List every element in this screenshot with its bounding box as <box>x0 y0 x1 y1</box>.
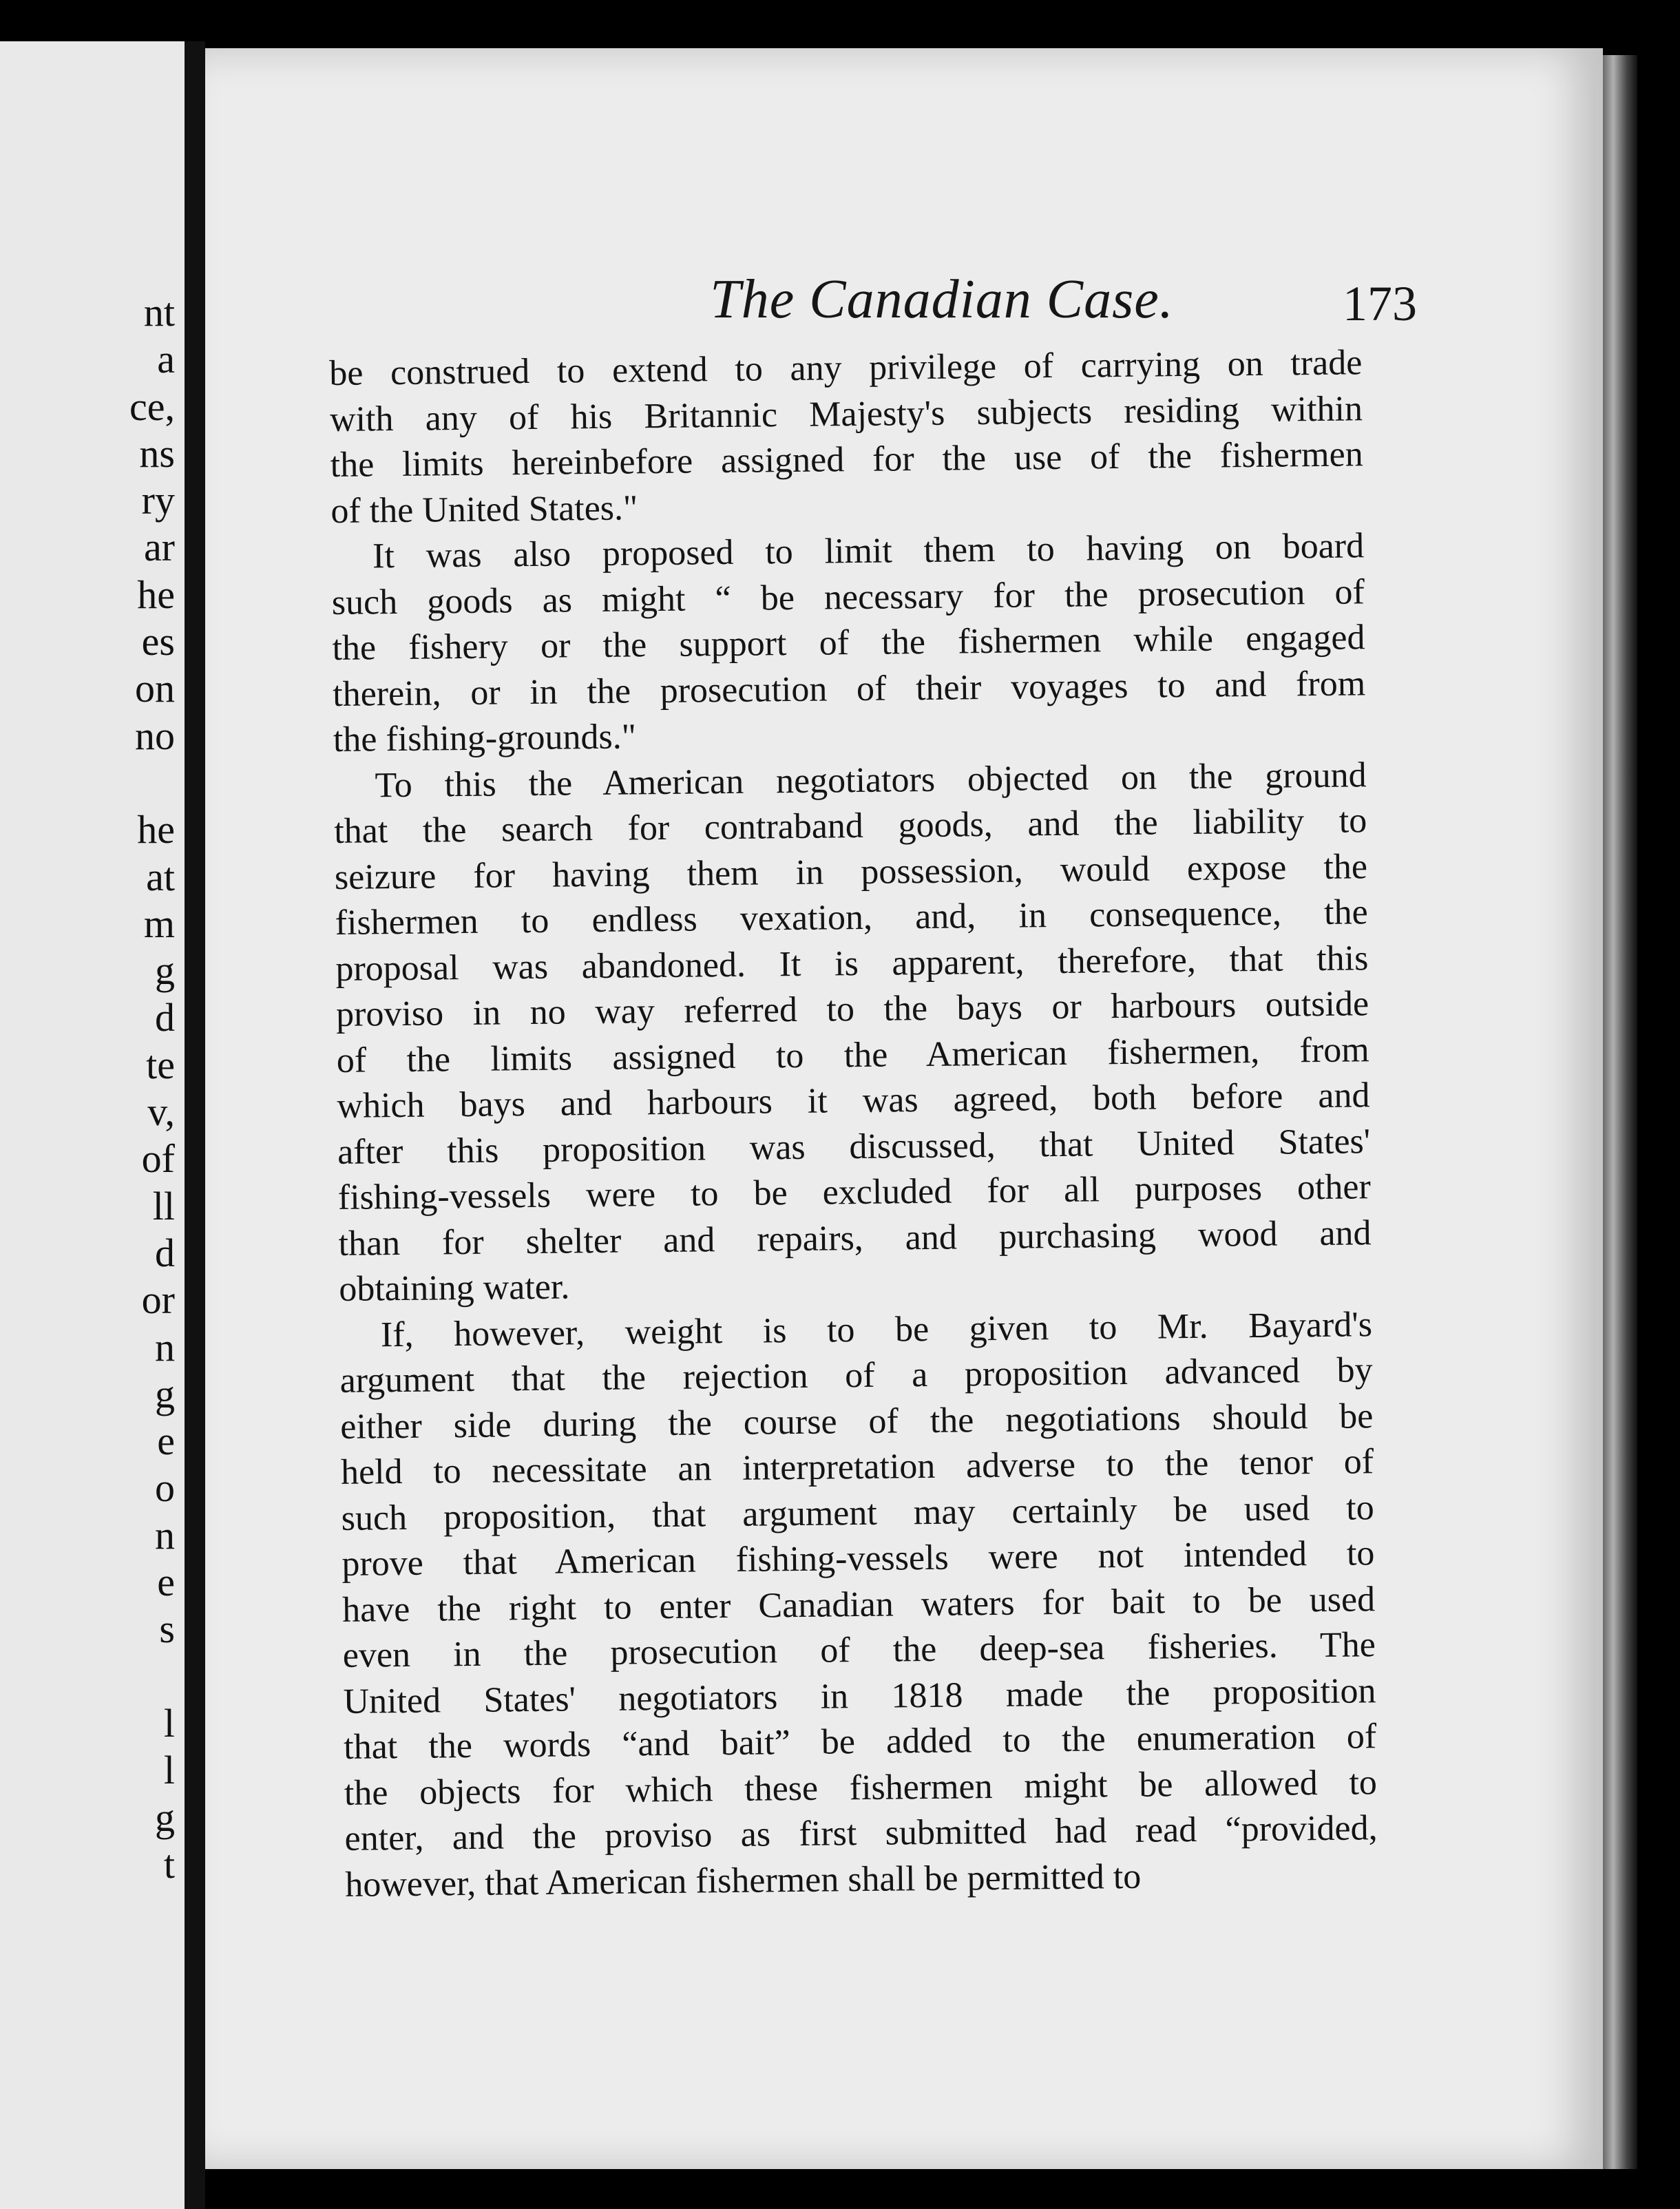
text-line: It was also proposed to limit them to having on board <box>372 526 1365 576</box>
text-line: If, however, weight is to be given to Mr. Bayard's <box>380 1304 1373 1354</box>
page-edge <box>1603 55 1637 2169</box>
facing-page-fragment: g <box>155 948 175 994</box>
text-line: held to necessitate an interpretation adverse to the tenor of <box>340 1442 1374 1492</box>
book-gutter <box>185 41 205 2209</box>
facing-page-fragment: t <box>163 1841 175 1887</box>
text-line: therein, or in the prosecution of their voyages to and from <box>332 663 1366 714</box>
facing-page-fragment: e <box>157 1418 175 1464</box>
page-header <box>205 255 1603 331</box>
facing-page-text-fragments <box>127 289 175 1888</box>
text-line: of the limits assigned to the American fishermen, from <box>336 1029 1370 1080</box>
facing-page-fragment: l <box>163 1700 175 1746</box>
facing-page-fragment: ns <box>139 430 175 476</box>
text-line: have the right to enter Canadian waters for bait to be used <box>342 1579 1376 1630</box>
facing-page <box>0 41 189 2209</box>
facing-page-fragment: es <box>141 619 175 664</box>
text-line: either side during the course of the negotiations should be <box>340 1396 1374 1447</box>
facing-page-fragment: e <box>157 1560 175 1605</box>
facing-page-fragment: ce, <box>129 384 175 429</box>
text-line: fishermen to endless vexation, and, in consequence, the <box>335 892 1368 943</box>
facing-page-fragment: no <box>135 713 175 758</box>
paragraph-1 <box>329 340 1364 534</box>
text-line: obtaining water. <box>338 1267 570 1309</box>
facing-page-fragment: n <box>155 1324 175 1370</box>
body-text <box>329 340 1378 1908</box>
facing-page-fragment: or <box>141 1277 175 1323</box>
text-line: after this proposition was discussed, that United States' <box>337 1121 1371 1172</box>
text-line: however, that American fishermen shall be permitted to <box>345 1856 1142 1905</box>
text-line: which bays and harbours it was agreed, both before and <box>337 1076 1370 1126</box>
text-line: United States' negotiators in 1818 made the proposition <box>343 1671 1376 1721</box>
text-line: of the United States." <box>330 488 638 531</box>
text-line: the limits hereinbefore assigned for the use of the fishermen <box>330 435 1363 485</box>
text-line: than for shelter and repairs, and purchasing wood and <box>338 1213 1372 1264</box>
facing-page-fragment: ll <box>152 1183 175 1228</box>
facing-page-fragment: o <box>155 1465 175 1511</box>
facing-page-fragment: v, <box>147 1089 175 1135</box>
running-title: The Canadian Case. <box>710 269 1174 330</box>
facing-page-fragment: d <box>155 995 175 1040</box>
facing-page-fragment: on <box>135 666 175 711</box>
facing-page-fragment: s <box>159 1606 175 1652</box>
text-line: proviso in no way referred to the bays or harbours outside <box>335 984 1369 1034</box>
facing-page-fragment: he <box>137 572 175 617</box>
text-line: with any of his Britannic Majesty's subjects residing within <box>329 388 1363 439</box>
facing-page-fragment: nt <box>143 290 175 335</box>
facing-page-fragment: l <box>163 1748 175 1793</box>
facing-page-fragment: a <box>157 337 175 382</box>
text-line: that the words “and bait” be added to the enumeration of <box>343 1717 1377 1767</box>
facing-page-fragment: te <box>146 1042 175 1087</box>
text-line: such goods as might “ be necessary for the prosecution of <box>331 572 1365 622</box>
page-number: 173 <box>1343 276 1417 331</box>
text-line: the fishing-grounds." <box>333 717 637 760</box>
text-line: To this the American negotiators objected on the ground <box>375 755 1367 805</box>
text-line: seizure for having them in possession, would expose the <box>334 846 1368 897</box>
facing-page-fragment: ar <box>143 525 175 570</box>
facing-page-fragment <box>127 760 175 806</box>
text-line: such proposition, that argument may certainly be used to <box>341 1487 1374 1538</box>
facing-page-fragment: he <box>137 807 175 852</box>
text-line: argument that the rejection of a proposition advanced by <box>339 1350 1373 1401</box>
paragraph-4 <box>339 1302 1378 1908</box>
text-line: be construed to extend to any privilege of carrying on trade <box>329 343 1363 393</box>
facing-page-fragment: at <box>146 854 175 899</box>
text-line: that the search for contraband goods, and the liability to <box>334 801 1367 851</box>
text-line: prove that American fishing-vessels were not intended to <box>342 1533 1375 1584</box>
facing-page-fragment: g <box>155 1794 175 1840</box>
text-line: enter, and the proviso as first submitted had read “provided, <box>344 1808 1378 1859</box>
facing-page-fragment: m <box>143 901 175 946</box>
text-line: proposal was abandoned. It is apparent, therefore, that this <box>335 938 1369 989</box>
paragraph-2 <box>331 523 1366 763</box>
facing-page-fragment: g <box>155 1371 175 1416</box>
facing-page-fragment: n <box>155 1512 175 1558</box>
paragraph-3 <box>333 753 1372 1313</box>
text-line: even in the prosecution of the deep-sea fisheries. The <box>342 1625 1376 1675</box>
facing-page-fragment: ry <box>141 478 175 523</box>
facing-page-fragment: of <box>141 1136 175 1182</box>
facing-page-fragment <box>127 1653 175 1700</box>
book-page <box>205 48 1603 2169</box>
facing-page-fragment: d <box>155 1230 175 1275</box>
text-line: fishing-vessels were to be excluded for all purposes other <box>337 1167 1372 1217</box>
text-line: the objects for which these fishermen might be allowed to <box>344 1762 1378 1813</box>
text-line: the fishery or the support of the fishermen while engaged <box>332 618 1365 668</box>
